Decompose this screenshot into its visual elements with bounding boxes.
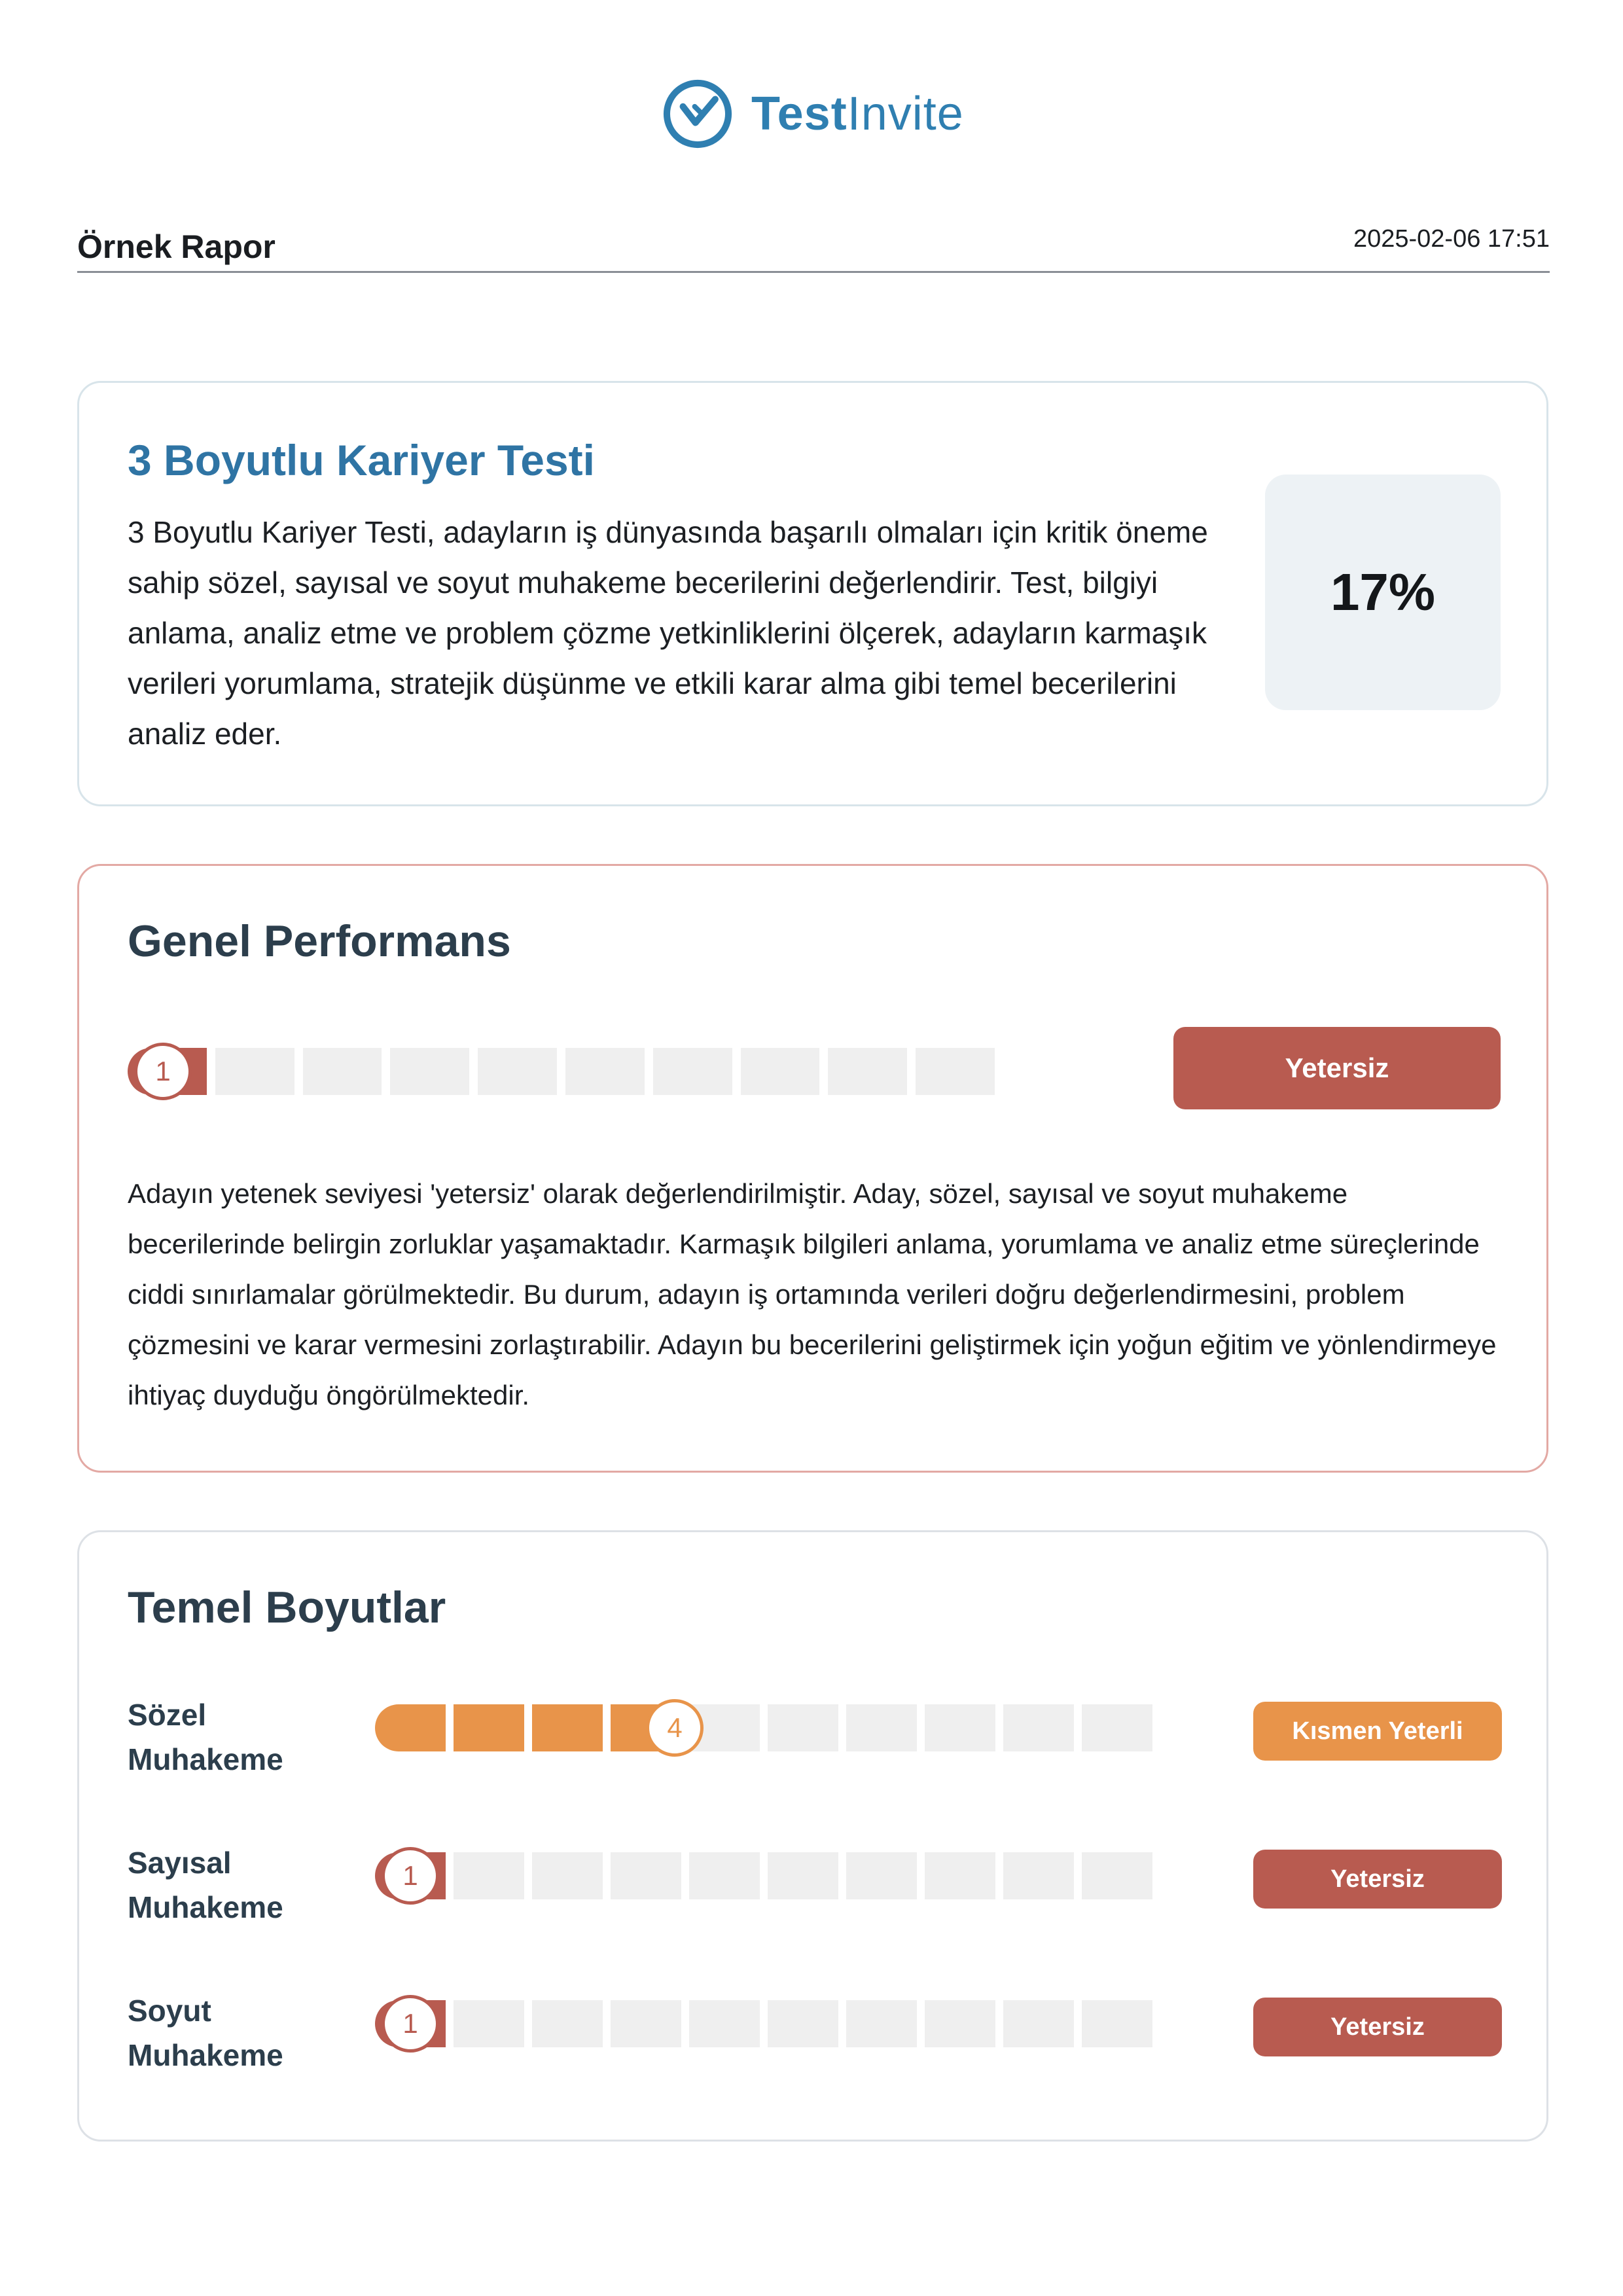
dimension-status-badge: Yetersiz <box>1253 1850 1502 1909</box>
overall-status-badge: Yetersiz <box>1173 1027 1501 1109</box>
level-marker: 1 <box>382 1995 439 2053</box>
dimension-label: Soyut Muhakeme <box>128 1994 283 2072</box>
scale-segment <box>611 1852 681 1899</box>
level-marker: 1 <box>382 1847 439 1905</box>
scale-segment <box>653 1048 732 1095</box>
dimensions-title: Temel Boyutlar <box>128 1583 446 1632</box>
scale-segment <box>768 1852 838 1899</box>
dimension-status-badge: Kısmen Yeterli <box>1253 1702 1502 1761</box>
scale-segment <box>532 1852 603 1899</box>
scale-segment <box>478 1048 557 1095</box>
scale-segment <box>925 2000 995 2047</box>
test-description: 3 Boyutlu Kariyer Testi, adayların iş dünyasında başarılı olmaları için kritik öneme sahip sözel, sayısal ve soyut muhakeme becerilerini değerlendirir. Test, bilgiyi anlama, analiz etme ve problem çözme yetkinliklerini ölçerek, adayların karmaşık verileri yorumlama, stratejik düşünme ve etkili karar alma gibi temel becerilerini analiz eder. <box>128 515 1208 751</box>
level-marker: 4 <box>646 1699 704 1757</box>
overall-description: Adayın yetenek seviyesi 'yetersiz' olarak değerlendirilmiştir. Aday, sözel, sayısal ve soyut muhakeme becerilerinde belirgin zorluklar yaşamaktadır. Karmaşık bilgileri anlama, yorumlama ve analiz etme süreçlerinde ciddi sınırlamalar görülmektedir. Bu durum, adayın iş ortamında verileri doğru değerlendirmesini, problem çözmesini ve karar vermesini zorlaştırabilir. Adayın bu becerilerini geliştirmek için yoğun eğitim ve yönlendirmeye ihtiyaç duyduğu öngörülmektedir. <box>128 1178 1497 1410</box>
scale-segment <box>768 1704 838 1751</box>
brand-logo <box>661 77 964 151</box>
scale-segment <box>1082 2000 1152 2047</box>
report-date: 2025-02-06 17:51 <box>1353 225 1550 253</box>
report-header <box>77 216 1550 273</box>
dimension-label: Sayısal Muhakeme <box>128 1846 283 1924</box>
overall-level-scale <box>128 1043 995 1100</box>
scale-segment <box>741 1048 820 1095</box>
scale-segment <box>846 1704 917 1751</box>
scale-segment <box>215 1048 294 1095</box>
scale-segment <box>846 2000 917 2047</box>
checkmark-badge-icon <box>661 77 734 151</box>
dimension-level-scale <box>375 1699 1152 1757</box>
scale-segment <box>303 1048 382 1095</box>
scale-segment <box>925 1852 995 1899</box>
scale-segment <box>1082 1704 1152 1751</box>
scale-segment <box>1082 1852 1152 1899</box>
scale-segment <box>390 1048 469 1095</box>
dimensions-card <box>77 1530 1548 2142</box>
dimension-label: Sözel Muhakeme <box>128 1698 283 1776</box>
scale-segment <box>375 1704 446 1751</box>
test-summary-card <box>77 381 1548 806</box>
scale-segment <box>689 2000 760 2047</box>
scale-segment <box>768 2000 838 2047</box>
level-marker: 1 <box>134 1043 192 1100</box>
scale-segment <box>532 2000 603 2047</box>
dimension-status-badge: Yetersiz <box>1253 1998 1502 2056</box>
scale-segment <box>1003 1704 1074 1751</box>
brand-name: TestInvite <box>751 88 964 140</box>
dimension-level-scale <box>375 1995 1152 2053</box>
scale-segment <box>689 1852 760 1899</box>
scale-segment <box>925 1704 995 1751</box>
scale-segment <box>1003 1852 1074 1899</box>
scale-segment <box>532 1704 603 1751</box>
scale-segment <box>916 1048 995 1095</box>
report-title: Örnek Rapor <box>77 228 276 265</box>
overall-performance-card <box>77 864 1548 1473</box>
test-title: 3 Boyutlu Kariyer Testi <box>128 436 595 484</box>
scale-segment <box>846 1852 917 1899</box>
scale-segment <box>454 1852 524 1899</box>
scale-segment <box>1003 2000 1074 2047</box>
scale-segment <box>454 1704 524 1751</box>
overall-title: Genel Performans <box>128 916 511 966</box>
scale-segment <box>828 1048 907 1095</box>
dimension-level-scale <box>375 1847 1152 1905</box>
score-box: 17% <box>1265 475 1501 710</box>
scale-segment <box>611 2000 681 2047</box>
scale-segment <box>454 2000 524 2047</box>
scale-segment <box>565 1048 645 1095</box>
